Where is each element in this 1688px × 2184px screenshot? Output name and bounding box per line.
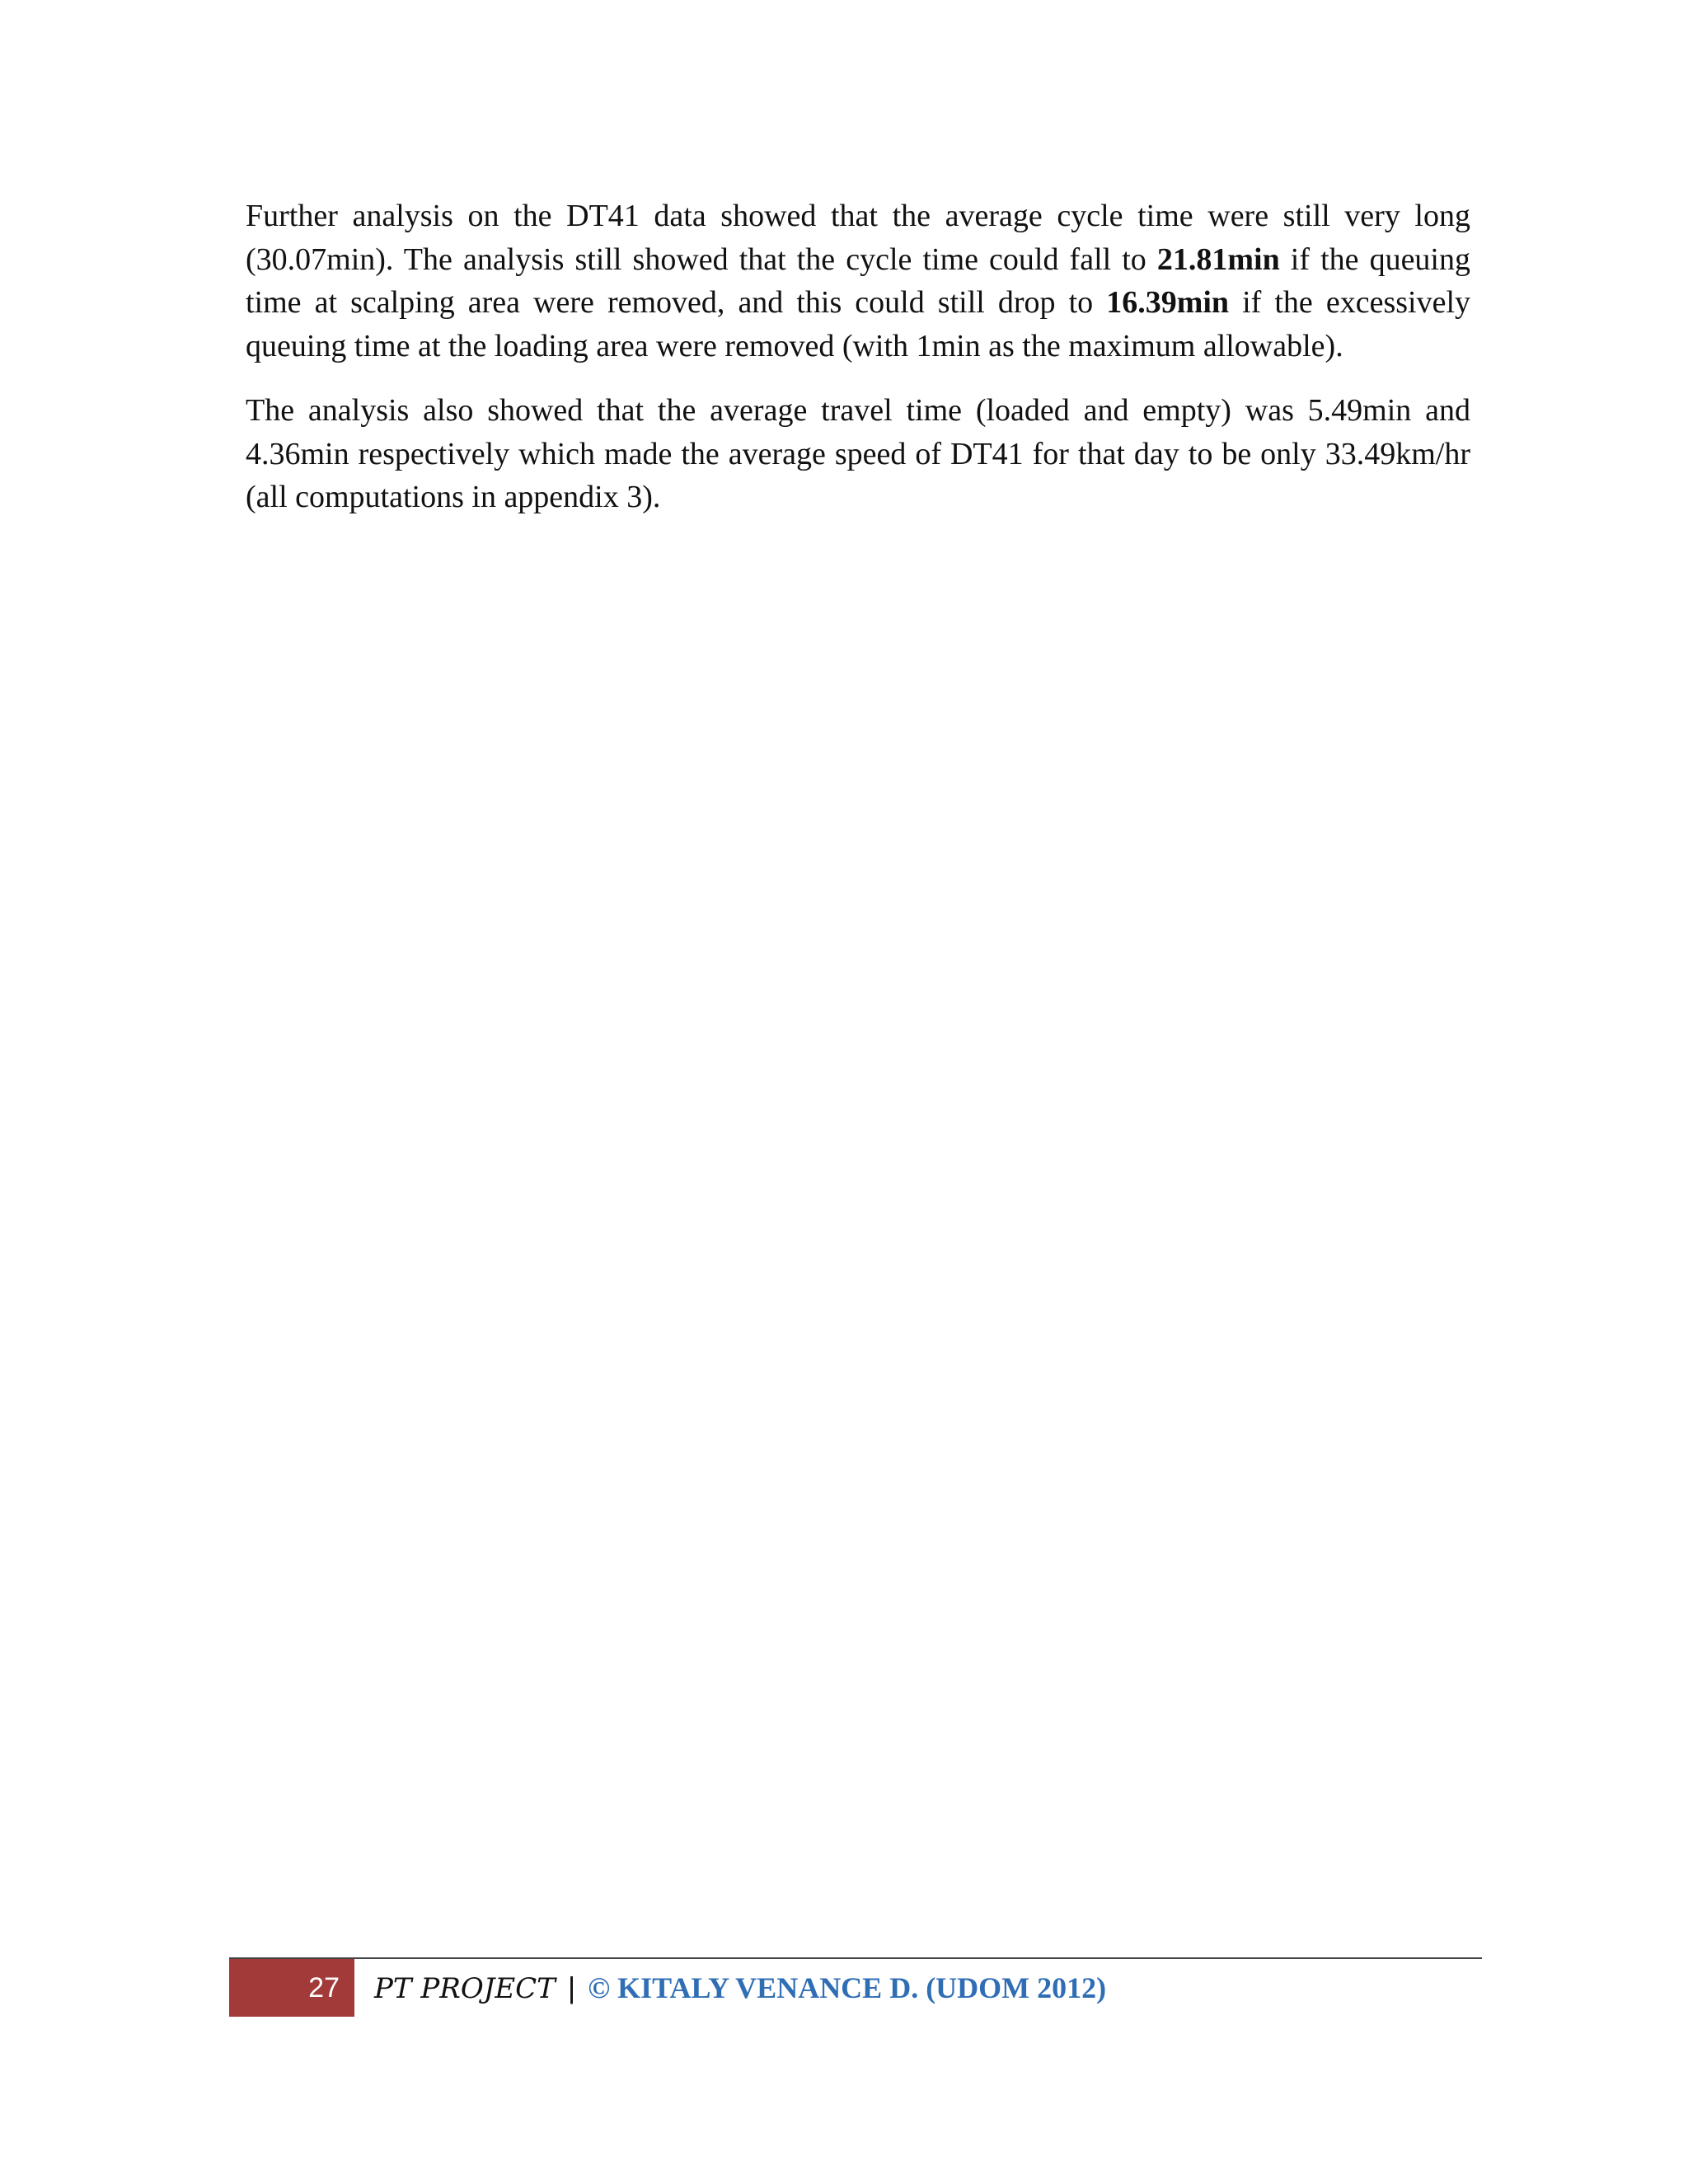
document-body (246, 194, 1470, 541)
page-number: 27 (229, 1959, 354, 2017)
page-footer (229, 1957, 1482, 2017)
bold-value-21-81min: 21.81min (1156, 241, 1280, 277)
footer-project-name: PT PROJECT (374, 1972, 556, 2005)
footer-copyright: © KITALY VENANCE D. (UDOM 2012) (588, 1971, 1107, 2004)
bold-value-16-39min: 16.39min (1106, 285, 1230, 320)
footer-separator: | (567, 1971, 576, 2004)
paragraph-travel-time-analysis: The analysis also showed that the average travel time (loaded and empty) was 5.49min and 4.36min respectively which made the average speed of DT41 for that day to be only 33.49km/hr (all computations in appendix 3). (246, 393, 1470, 514)
paragraph-text: Further analysis on the DT41 data showed that the average cycle time were still very long (30.07min). The analysis still showed that the cycle time could fall to (246, 199, 1470, 277)
paragraph-text: if the excessively queuing time at the loading area were removed (with 1min as the maximum allowable). (246, 285, 1470, 363)
footer-text (374, 1959, 1106, 2017)
paragraph-cycle-time-analysis (246, 194, 1470, 368)
paragraph-text: if the queuing time at scalping area were removed, and this could still drop to (246, 241, 1470, 320)
